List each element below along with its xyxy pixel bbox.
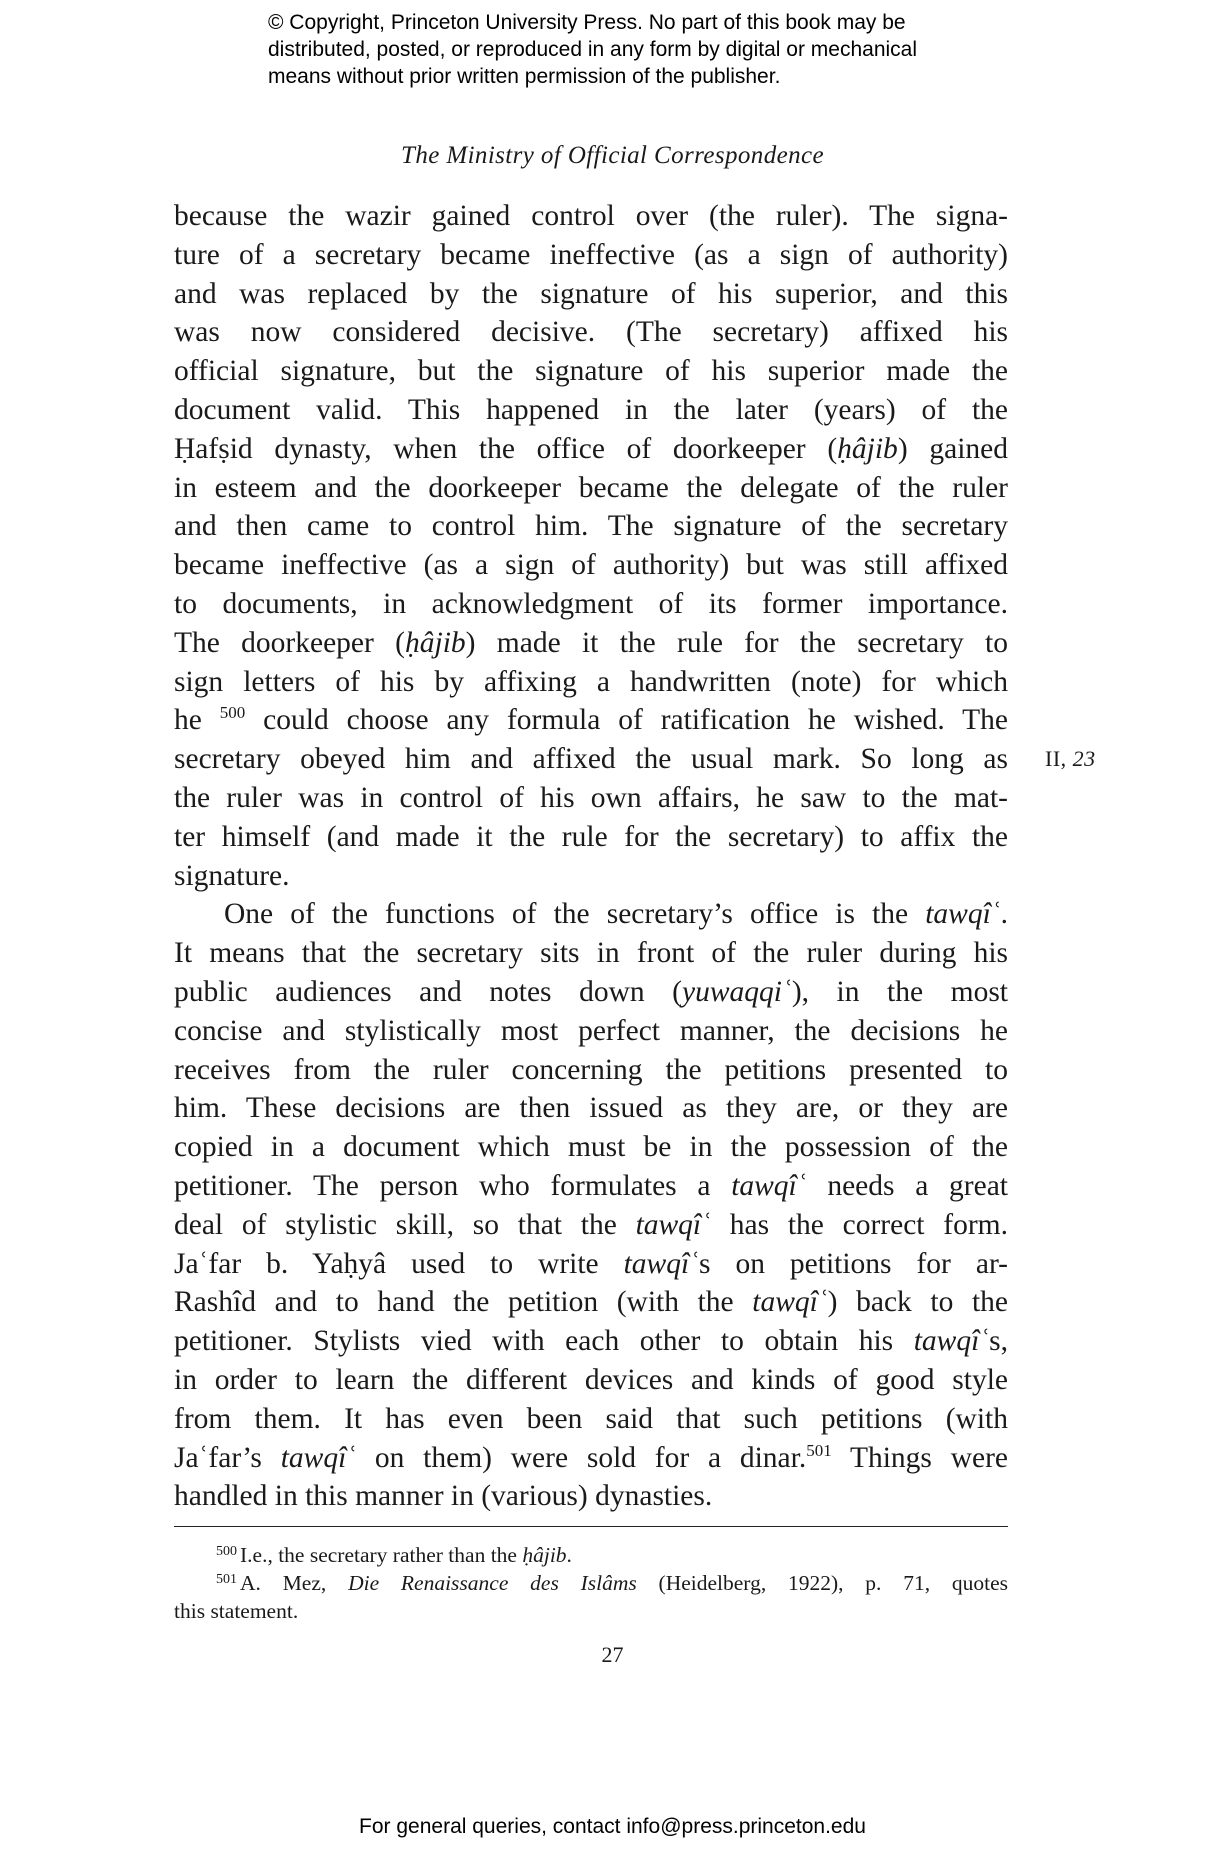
text-segment: public audiences and notes down ( [174,975,683,1008]
footnote-reference-501[interactable]: 501 [806,1440,832,1460]
footnote-italic: Die Renaissance des Islâms [348,1571,637,1595]
text-line: in order to learn the different devices and kinds of good style [174,1363,1008,1396]
text-segment: has the correct form. [710,1208,1008,1241]
page-number: 27 [601,1642,624,1667]
text-segment: petitioner. The person who formulates a [174,1169,732,1202]
italic-term: tawqîʿ [635,1208,711,1241]
text-line [174,1439,1008,1478]
text-line: official signature, but the signature of his superior made the [174,355,1008,388]
italic-term: ḥâjib [837,432,898,465]
footnote-italic: ḥâjib [522,1543,567,1567]
copyright-line: distributed, posted, or reproduced in any form by digital or mechanical [268,38,918,61]
text-line: him. These decisions are then issued as they are, or they are [174,1092,1008,1125]
italic-term: tawqîʿ [623,1247,700,1280]
text-line [174,1245,1008,1284]
text-segment: . [1000,898,1008,931]
text-segment: needs a great [806,1169,1008,1202]
copyright-line: © Copyright, Princeton University Press. No part of this book may be [268,11,906,34]
text-segment: ), in the most [791,975,1009,1008]
running-head: The Ministry of Official Correspondence [401,142,824,169]
italic-term: yuwaqqiʿ [682,975,792,1008]
italic-term: tawqîʿ [731,1169,807,1202]
text-segment: ) gained [897,432,1008,465]
footnote-divider [174,1526,1008,1527]
text-segment: One of the functions of the secretary’s office is the [224,898,926,931]
main-text [174,197,1008,1516]
footnote-501 [174,1569,1008,1597]
text-line: sign letters of his by affixing a handwritten (note) for which [174,665,1008,698]
italic-term: tawqîʿ [925,898,1001,931]
text-segment: s, [989,1325,1008,1358]
text-segment: Jaʿfar b. Yaḥyâ used to write [174,1247,624,1280]
text-segment: deal of stylistic skill, so that the [174,1208,636,1241]
text-segment: ) back to the [827,1286,1009,1319]
text-line: became ineffective (as a sign of authority) but was still affixed [174,549,1008,582]
footnote-text: A. Mez, [240,1571,349,1595]
text-line: document valid. This happened in the later (years) of the [174,393,1008,426]
margin-page: 23 [1072,746,1096,771]
text-line [174,701,1008,740]
footnote-text: . [566,1543,572,1567]
text-line: from them. It has even been said that such petitions (with [174,1402,1008,1435]
text-segment: s on petitions for ar- [699,1247,1008,1280]
footnote-500 [174,1541,1008,1569]
text-line: in esteem and the doorkeeper became the delegate of the ruler [174,471,1008,504]
margin-volume: II, [1045,746,1067,771]
text-line: ter himself (and made it the rule for the secretary) to affix the [174,820,1008,853]
text-segment: Rashîd and to hand the petition (with the [174,1286,753,1319]
footnotes [174,1541,1008,1625]
footnote-number: 501 [216,1572,237,1587]
text-segment: The doorkeeper ( [174,626,405,659]
text-line [174,895,1008,934]
text-line: receives from the ruler concerning the petitions presented to [174,1053,1008,1086]
text-segment: Ḥafṣid dynasty, when the office of doorkeeper ( [174,432,838,465]
text-line: and was replaced by the signature of his superior, and this [174,277,1008,310]
text-line: because the wazir gained control over (the ruler). The signa- [174,200,1008,232]
text-segment: petitioner. Stylists vied with each other to obtain his [174,1325,914,1358]
text-segment: on them) were sold for a dinar. [356,1441,807,1474]
text-line: copied in a document which must be in the possession of the [174,1131,1008,1164]
text-line: signature. [174,859,290,892]
text-line: was now considered decisive. (The secretary) affixed his [174,316,1008,349]
text-segment: Things were [831,1441,1009,1474]
copyright-line: means without prior written permission of the publisher. [268,65,781,88]
italic-term: tawqîʿ [280,1441,357,1474]
text-line: and then came to control him. The signature of the secretary [174,510,1008,543]
text-line [174,1206,1008,1245]
text-line: secretary obeyed him and affixed the usual mark. So long as [174,743,1008,776]
text-line [174,1322,1008,1361]
italic-term: ḥâjib [405,626,466,659]
footnote-text: (Heidelberg, 1922), p. 71, quotes [636,1571,1009,1595]
text-line: the ruler was in control of his own affairs, he saw to the mat- [174,781,1008,814]
italic-term: tawqîʿ [913,1325,990,1358]
text-segment: could choose any formula of ratification he wished. The [245,704,1009,737]
text-line [174,973,1008,1012]
footnote-number: 500 [216,1544,237,1559]
text-line: handled in this manner in (various) dynasties. [174,1480,713,1513]
text-line [174,430,1008,469]
text-segment: ) made it the rule for the secretary to [465,626,1008,659]
text-line: It means that the secretary sits in front of the ruler during his [174,937,1008,970]
text-line [174,1283,1008,1322]
contact-footer[interactable]: For general queries, contact info@press.princeton.edu [359,1815,866,1838]
margin-page-reference [1045,746,1096,772]
text-line: ture of a secretary became ineffective (as a sign of authority) [174,238,1008,271]
footnote-text: I.e., the secretary rather than the [240,1543,523,1567]
text-segment: he [174,704,220,737]
text-line [174,624,1008,663]
copyright-notice [268,9,968,90]
text-line: to documents, in acknowledgment of its former importance. [174,587,1008,620]
text-segment: Jaʿfar’s [174,1441,281,1474]
footnote-501-continued: this statement. [174,1599,299,1623]
italic-term: tawqîʿ [752,1286,828,1319]
text-line: concise and stylistically most perfect manner, the decisions he [174,1014,1008,1047]
footnote-reference-500[interactable]: 500 [219,703,246,723]
text-line [174,1167,1008,1206]
